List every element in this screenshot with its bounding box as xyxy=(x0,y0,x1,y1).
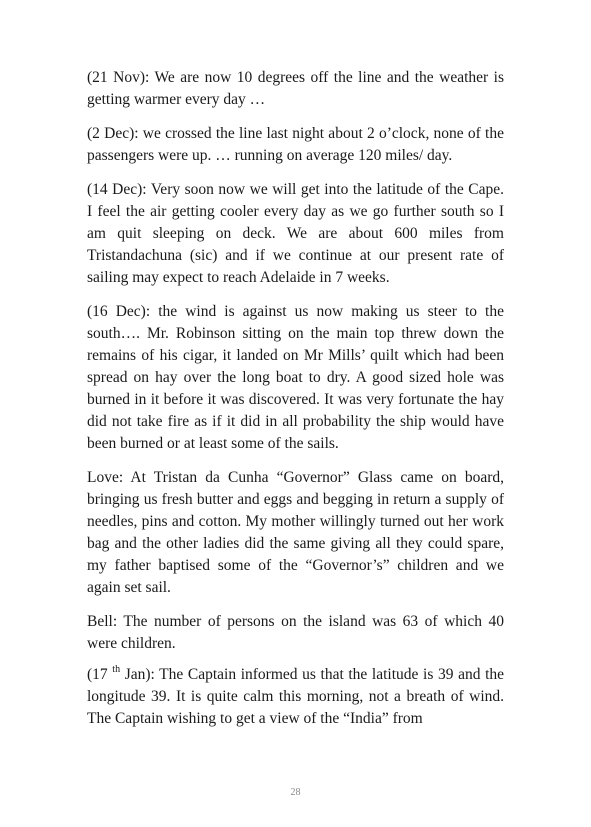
paragraph-2-dec: (2 Dec): we crossed the line last night about 2 o’clock, none of the passengers were up. … running on average 120 miles/ day. xyxy=(87,125,504,164)
paragraph-16-dec: (16 Dec): the wind is against us now making us steer to the south…. Mr. Robinson sitting on the main top threw down the remains of his cigar, it landed on Mr Mills’ quilt which had been spread on hay over the long boat to dry. A good sized hole was burned in it before it was discovered. It was very fortunate the hay did not take fire as if it did in all probability the ship would have been burned or at least some of the sails. xyxy=(87,303,504,452)
paragraph-17-jan xyxy=(87,664,504,730)
paragraph-21-nov: (21 Nov): We are now 10 degrees off the line and the weather is getting warmer every day … xyxy=(87,69,504,108)
paragraph-love: Love: At Tristan da Cunha “Governor” Glass came on board, bringing us fresh butter and eggs and begging in return a supply of needles, pins and cotton. My mother willingly turned out her work bag and the other ladies did the same giving all they could spare, my father baptised some of the “Governor’s” children and we again set sail. xyxy=(87,469,504,596)
page-number: 28 xyxy=(290,787,301,798)
paragraph-14-dec: (14 Dec): Very soon now we will get into the latitude of the Cape. I feel the air getting cooler every day as we go further south so I am quit sleeping on deck. We are about 600 miles from Tristandachuna (sic) and if we continue at our present rate of sailing may expect to reach Adelaide in 7 weeks. xyxy=(87,181,504,286)
paragraph-bell: Bell: The number of persons on the island was 63 of which 40 were children. xyxy=(87,613,504,652)
paragraph-17-jan-text: Jan): The Captain informed us that the latitude is 39 and the longitude 39. It is quite calm this morning, not a breath of wind. The Captain wishing to get a view of the “India” from xyxy=(87,666,505,727)
date-superscript: th xyxy=(112,663,121,675)
page-content xyxy=(87,67,504,742)
date-prefix: (17 xyxy=(87,666,108,683)
